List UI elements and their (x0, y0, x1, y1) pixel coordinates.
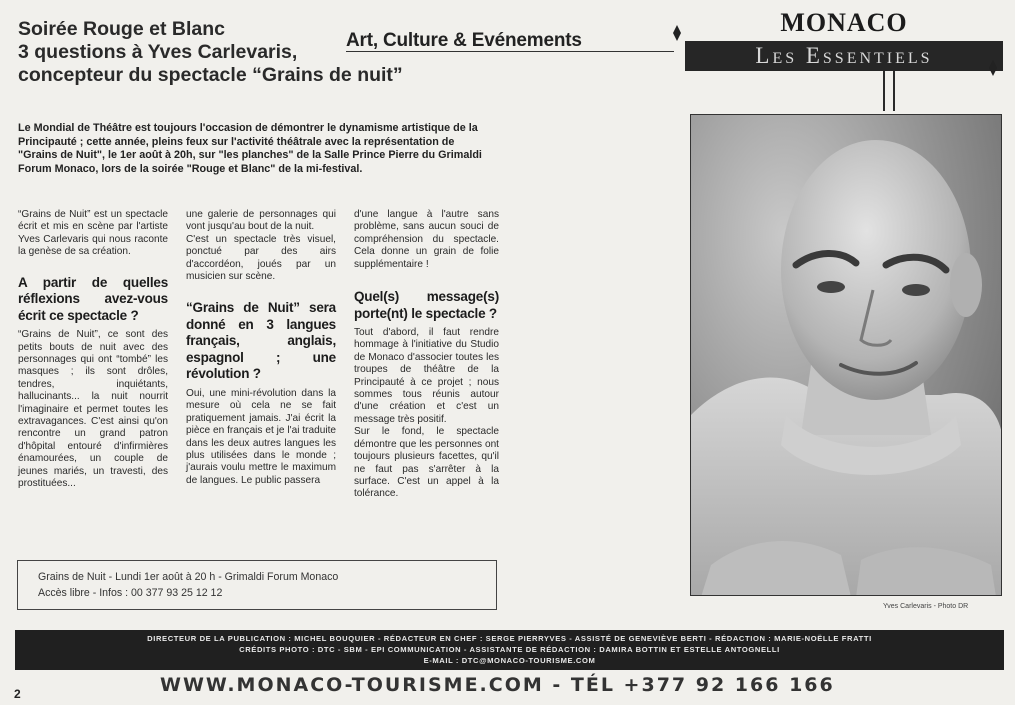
answer-paragraph: Oui, une mini-révolution dans la mesure où cela ne se fait pratiquement jamais. J'ai écrit la pièce en français et je l'ai traduite dans les deux autres langues les plus utilisées dans le monde ; j'aurais voulu mettre le maximum de langues. Le public passera (186, 387, 336, 486)
photo-credit: Yves Carlevaris - Photo DR (883, 603, 969, 610)
credits-email: E-MAIL : DTC@MONACO-TOURISME.COM (423, 656, 596, 665)
event-info-line: Grains de Nuit - Lundi 1er août à 20 h - Grimaldi Forum Monaco (38, 571, 339, 583)
banner-divider (883, 71, 885, 111)
portrait-illustration (691, 115, 1002, 596)
article-intro: Le Mondial de Théâtre est toujours l'occasion de démontrer le dynamisme artistique de la Principauté ; cette année, pleins feux sur l'activité théâtrale avec la représentation de "Grains de Nuit", le 1er août à 20h, sur "les planches" de la Salle Prince Pierre du Grimaldi Forum Monaco, lors de la soirée "Rouge et Blanc" de la mi-festival. (18, 122, 482, 175)
column-paragraph: d'une langue à l'autre sans problème, sans aucun souci de compréhension du spectacle. Cela donne un grain de folie supplémentaire ! (354, 209, 499, 270)
credits-line: CRÉDITS PHOTO : DTC - SBM - EPI COMMUNICATION - ASSISTANTE DE RÉDACTION : DAMIRA BOTTIN ET ESTELLE ANTOGNELLI (239, 645, 780, 654)
event-info-box (17, 560, 497, 610)
page-number: 2 (14, 687, 21, 701)
question-heading: “Grains de Nuit” sera donné en 3 langues français, anglais, espagnol ; une révolution ? (186, 300, 336, 382)
question-heading: A partir de quelles réflexions avez-vous écrit ce spectacle ? (18, 274, 168, 323)
question-heading: Quel(s) message(s) porte(nt) le spectacle ? (354, 289, 499, 321)
answer-paragraph: “Grains de Nuit”, ce sont des petits bouts de nuit avec des personnages qui ont “tombé” les masques ; ils sont drôles, tendres, inquiétants, hallucinants... la nuit nourrit l'imaginaire et permet toutes les extravagances. C'est ainsi qu'on rencontre un grand patron d'hôpital entouré d'infirmières énamourées, un couple de jeunes mariés, un travesti, des prostituées... (18, 329, 168, 489)
publication-credits (15, 630, 1004, 670)
section-rule (346, 51, 674, 52)
headline-line-2: 3 questions à Yves Carlevaris, (18, 41, 298, 63)
section-title: Art, Culture & Evénements (346, 30, 582, 51)
headline-line-3: concepteur du spectacle “Grains de nuit” (18, 64, 403, 86)
column-paragraph: une galerie de personnages qui vont jusqu'au bout de la nuit. (186, 209, 336, 233)
diamond-ornament-icon (673, 25, 681, 41)
event-info-line: Accès libre - Infos : 00 377 93 25 12 12 (38, 587, 223, 599)
answer-paragraph: Sur le fond, le spectacle démontre que les personnes ont toujours plusieurs facettes, qu'il ne faut pas s'arrêter à la surface. C'est un appel à la tolérance. (354, 426, 499, 500)
column-paragraph: “Grains de Nuit” est un spectacle écrit et mis en scène par l'artiste Yves Carlevaris qui nous raconte la genèse de sa création. (18, 209, 168, 258)
answer-paragraph: Tout d'abord, il faut rendre hommage à l'initiative du Studio de Monaco d'associer toutes les troupes de théâtre de la Principauté à ce projet ; nous sommes tous réunis autour d'une création et c'est un message très positif. (354, 327, 499, 425)
article-column-2 (186, 209, 336, 487)
brand-wordmark: MONACO (780, 8, 908, 37)
footer-contact: WWW.MONACO-TOURISME.COM - TÉL +377 92 166 166 (160, 674, 835, 696)
essentiels-banner: Les Essentiels (685, 41, 1003, 71)
banner-divider (893, 71, 895, 111)
credits-line: DIRECTEUR DE LA PUBLICATION : MICHEL BOUQUIER - RÉDACTEUR EN CHEF : SERGE PIERRYVES - ASSISTÉ DE GENEVIÈVE BERTI - RÉDACTION : MARIE-NOËLLE FRATTI (147, 634, 872, 643)
column-paragraph: C'est un spectacle très visuel, ponctué par des airs d'accordéon, joués par un musicien sur scène. (186, 233, 336, 283)
article-column-1 (18, 209, 168, 490)
portrait-photo (690, 114, 1002, 596)
article-column-3 (354, 209, 499, 501)
headline-line-1: Soirée Rouge et Blanc (18, 18, 225, 40)
article-headline (18, 18, 458, 87)
